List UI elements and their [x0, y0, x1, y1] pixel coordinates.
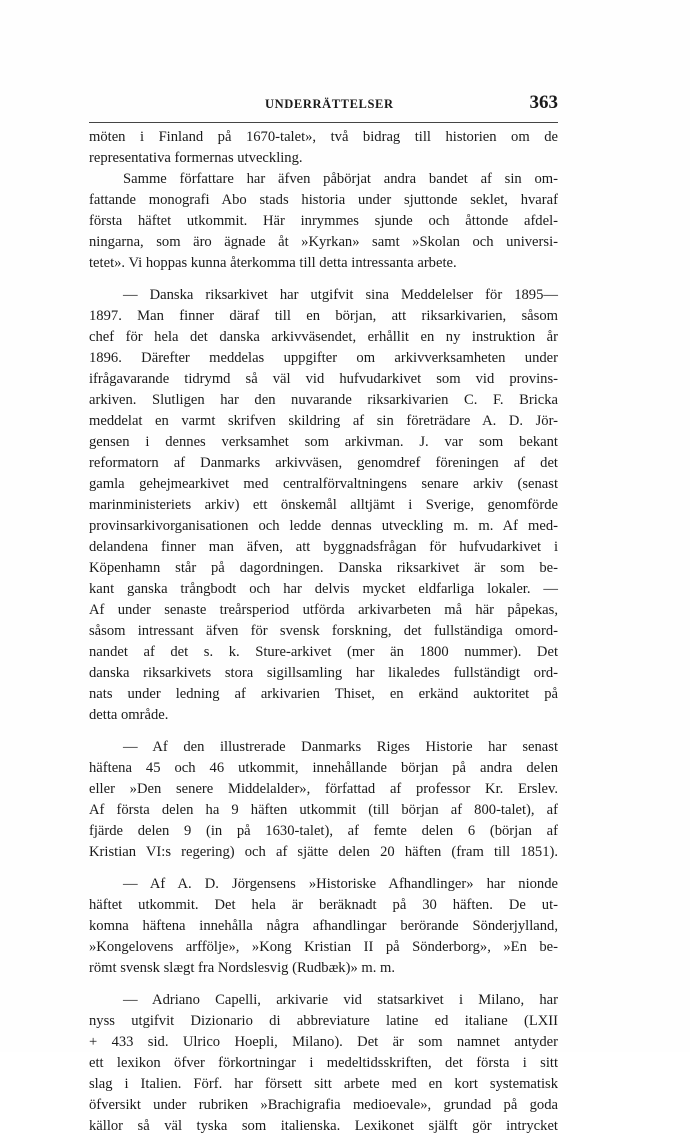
text-line: 1896. Därefter meddelas uppgifter om arkivverksamheten under: [89, 350, 558, 366]
text-line: — Af A. D. Jörgensens »Historiske Afhandlinger» har nionde: [123, 876, 558, 892]
text-line: tetet». Vi hoppas kunna återkomma till detta intressanta arbete.: [89, 255, 457, 271]
text-line: gamla gehejmearkivet med centralförvaltningens senare arkiv (senast: [89, 476, 558, 492]
paragraph: [89, 874, 558, 979]
text-line: häftena 45 och 46 utkommit, innehållande början på andra delen: [89, 760, 558, 776]
text-line: — Adriano Capelli, arkivarie vid statsarkivet i Milano, har: [123, 992, 558, 1008]
text-line: Köpenhamn står på dagordningen. Danska riksarkivet är som be-: [89, 560, 558, 576]
text-line: »Kongelovens arfföljе», »Kong Kristian II på Sönderborg», »En be-: [89, 939, 558, 955]
text-line: delandena finner man äfven, att byggnadsfrågan för hufvudarkivet i: [89, 539, 558, 555]
text-line: reformatorn af Danmarks arkivväsen, genomdref föreningen af det: [89, 455, 558, 471]
text-line: Af under senaste treårsperiod utförda arkivarbeten må här påpekas,: [89, 602, 558, 618]
text-line: komna häftena innehålla några afhandlingar berörande Sönderjylland,: [89, 918, 558, 934]
text-line: häftet utkommit. Det hela är beräknadt på 30 häften. De ut-: [89, 897, 558, 913]
text-line: römt svensk slægt fra Nordslesvig (Rudbæk)» m. m.: [89, 960, 396, 976]
text-line: fattande monografi Abo stads historia under sjuttonde seklet, hvaraf: [89, 192, 558, 208]
text-line: ifrågavarande tidrymd så väl vid hufvudarkivet som vid provins-: [89, 371, 558, 387]
paragraph: [89, 169, 558, 274]
text-line: Af första delen ha 9 häften utkommit (till början af 800-talet), af: [89, 802, 558, 818]
text-line: chef för hela det danska arkivväsendet, erhållit en ny instruktion år: [89, 329, 558, 345]
text-line: eller »Den senere Middelalder», författad af professor Kr. Erslev.: [89, 781, 558, 797]
paragraph-gap: [89, 274, 558, 285]
text-line: danska riksarkivets stora sigillsamling har likaledes fullständigt ord-: [89, 665, 558, 681]
paragraph-gap: [89, 863, 558, 874]
text-line: möten i Finland på 1670-talet», två bidrag till historien om de: [89, 129, 558, 145]
text-line: slag i Italien. Förf. har försett sitt arbete med en kort systematisk: [89, 1076, 558, 1092]
paragraph: [89, 737, 558, 863]
paragraph: [89, 285, 558, 726]
text-line: representativa formernas utveckling.: [89, 150, 303, 166]
text-line: + 433 sid. Ulrico Hoepli, Milano). Det är som namnet antyder: [89, 1034, 558, 1050]
text-line: gensen i dennes verksamhet som arkivman. J. var som bekant: [89, 434, 558, 450]
text-line: ningarna, som äro ägnade åt »Kyrkan» samt »Skolan och universi-: [89, 234, 558, 250]
text-line: första häftet utkommit. Här inrymmes sjunde och åttonde afdel-: [89, 213, 558, 229]
text-line: meddelat en varmt skrifven skildring af sin företrädare A. D. Jör-: [89, 413, 558, 429]
paragraph: [89, 990, 558, 1137]
paragraph-gap: [89, 979, 558, 990]
paragraph-gap: [89, 726, 558, 737]
text-line: detta område.: [89, 707, 169, 723]
text-line: provinsarkivorganisationen och ledde dennas utveckling m. m. Af med-: [89, 518, 558, 534]
text-line: ett lexikon öfver förkortningar i medeltidsskriften, det första i sitt: [89, 1055, 558, 1071]
text-line: arkiven. Slutligen har den nuvarande riksarkivarien C. F. Bricka: [89, 392, 558, 408]
text-line: nandet af det s. k. Sture-arkivet (mer än 1800 nummer). Det: [89, 644, 558, 660]
text-line: Samme författare har äfven påbörjat andra bandet af sin om-: [123, 171, 558, 187]
text-line: nyss utgifvit Dizionario di abbreviature latine ed italiane (LXII: [89, 1013, 558, 1029]
page-number: 363: [529, 92, 558, 113]
page-header: [89, 94, 558, 118]
text-line: fjärde delen 9 (in på 1630-talet), af femte delen 6 (början af: [89, 823, 558, 839]
text-line: kant ganska trångbodt och har delvis mycket eldfarliga lokaler. —: [89, 581, 558, 597]
text-line: marinministeriets arkiv) ett önskemål alltjämt i Sverige, genomförde: [89, 497, 558, 513]
header-rule: [89, 122, 558, 123]
text-line: Kristian VI:s regering) och af sjätte delen 20 häften (fram till 1851).: [89, 844, 558, 860]
text-line: 1897. Man finner däraf till en början, att riksarkivarien, såsom: [89, 308, 558, 324]
text-line: öfversikt under rubriken »Brachigrafia medioevale», grundad på goda: [89, 1097, 558, 1113]
text-line: — Danska riksarkivet har utgifvit sina Meddelelser för 1895—: [123, 287, 558, 303]
text-line: källor så väl tyska som italienska. Lexikonet själft gör intrycket: [89, 1118, 558, 1134]
body-text: [89, 127, 558, 1137]
running-head: UNDERRÄTTELSER: [265, 97, 394, 111]
text-line: — Af den illustrerade Danmarks Riges Historie har senast: [123, 739, 558, 755]
text-line: nats under ledning af arkivarien Thiset, en erkänd auktoritet på: [89, 686, 558, 702]
text-line: såsom intressant äfven för svensk forskning, det fullständiga omord-: [89, 623, 558, 639]
paragraph: [89, 127, 558, 169]
